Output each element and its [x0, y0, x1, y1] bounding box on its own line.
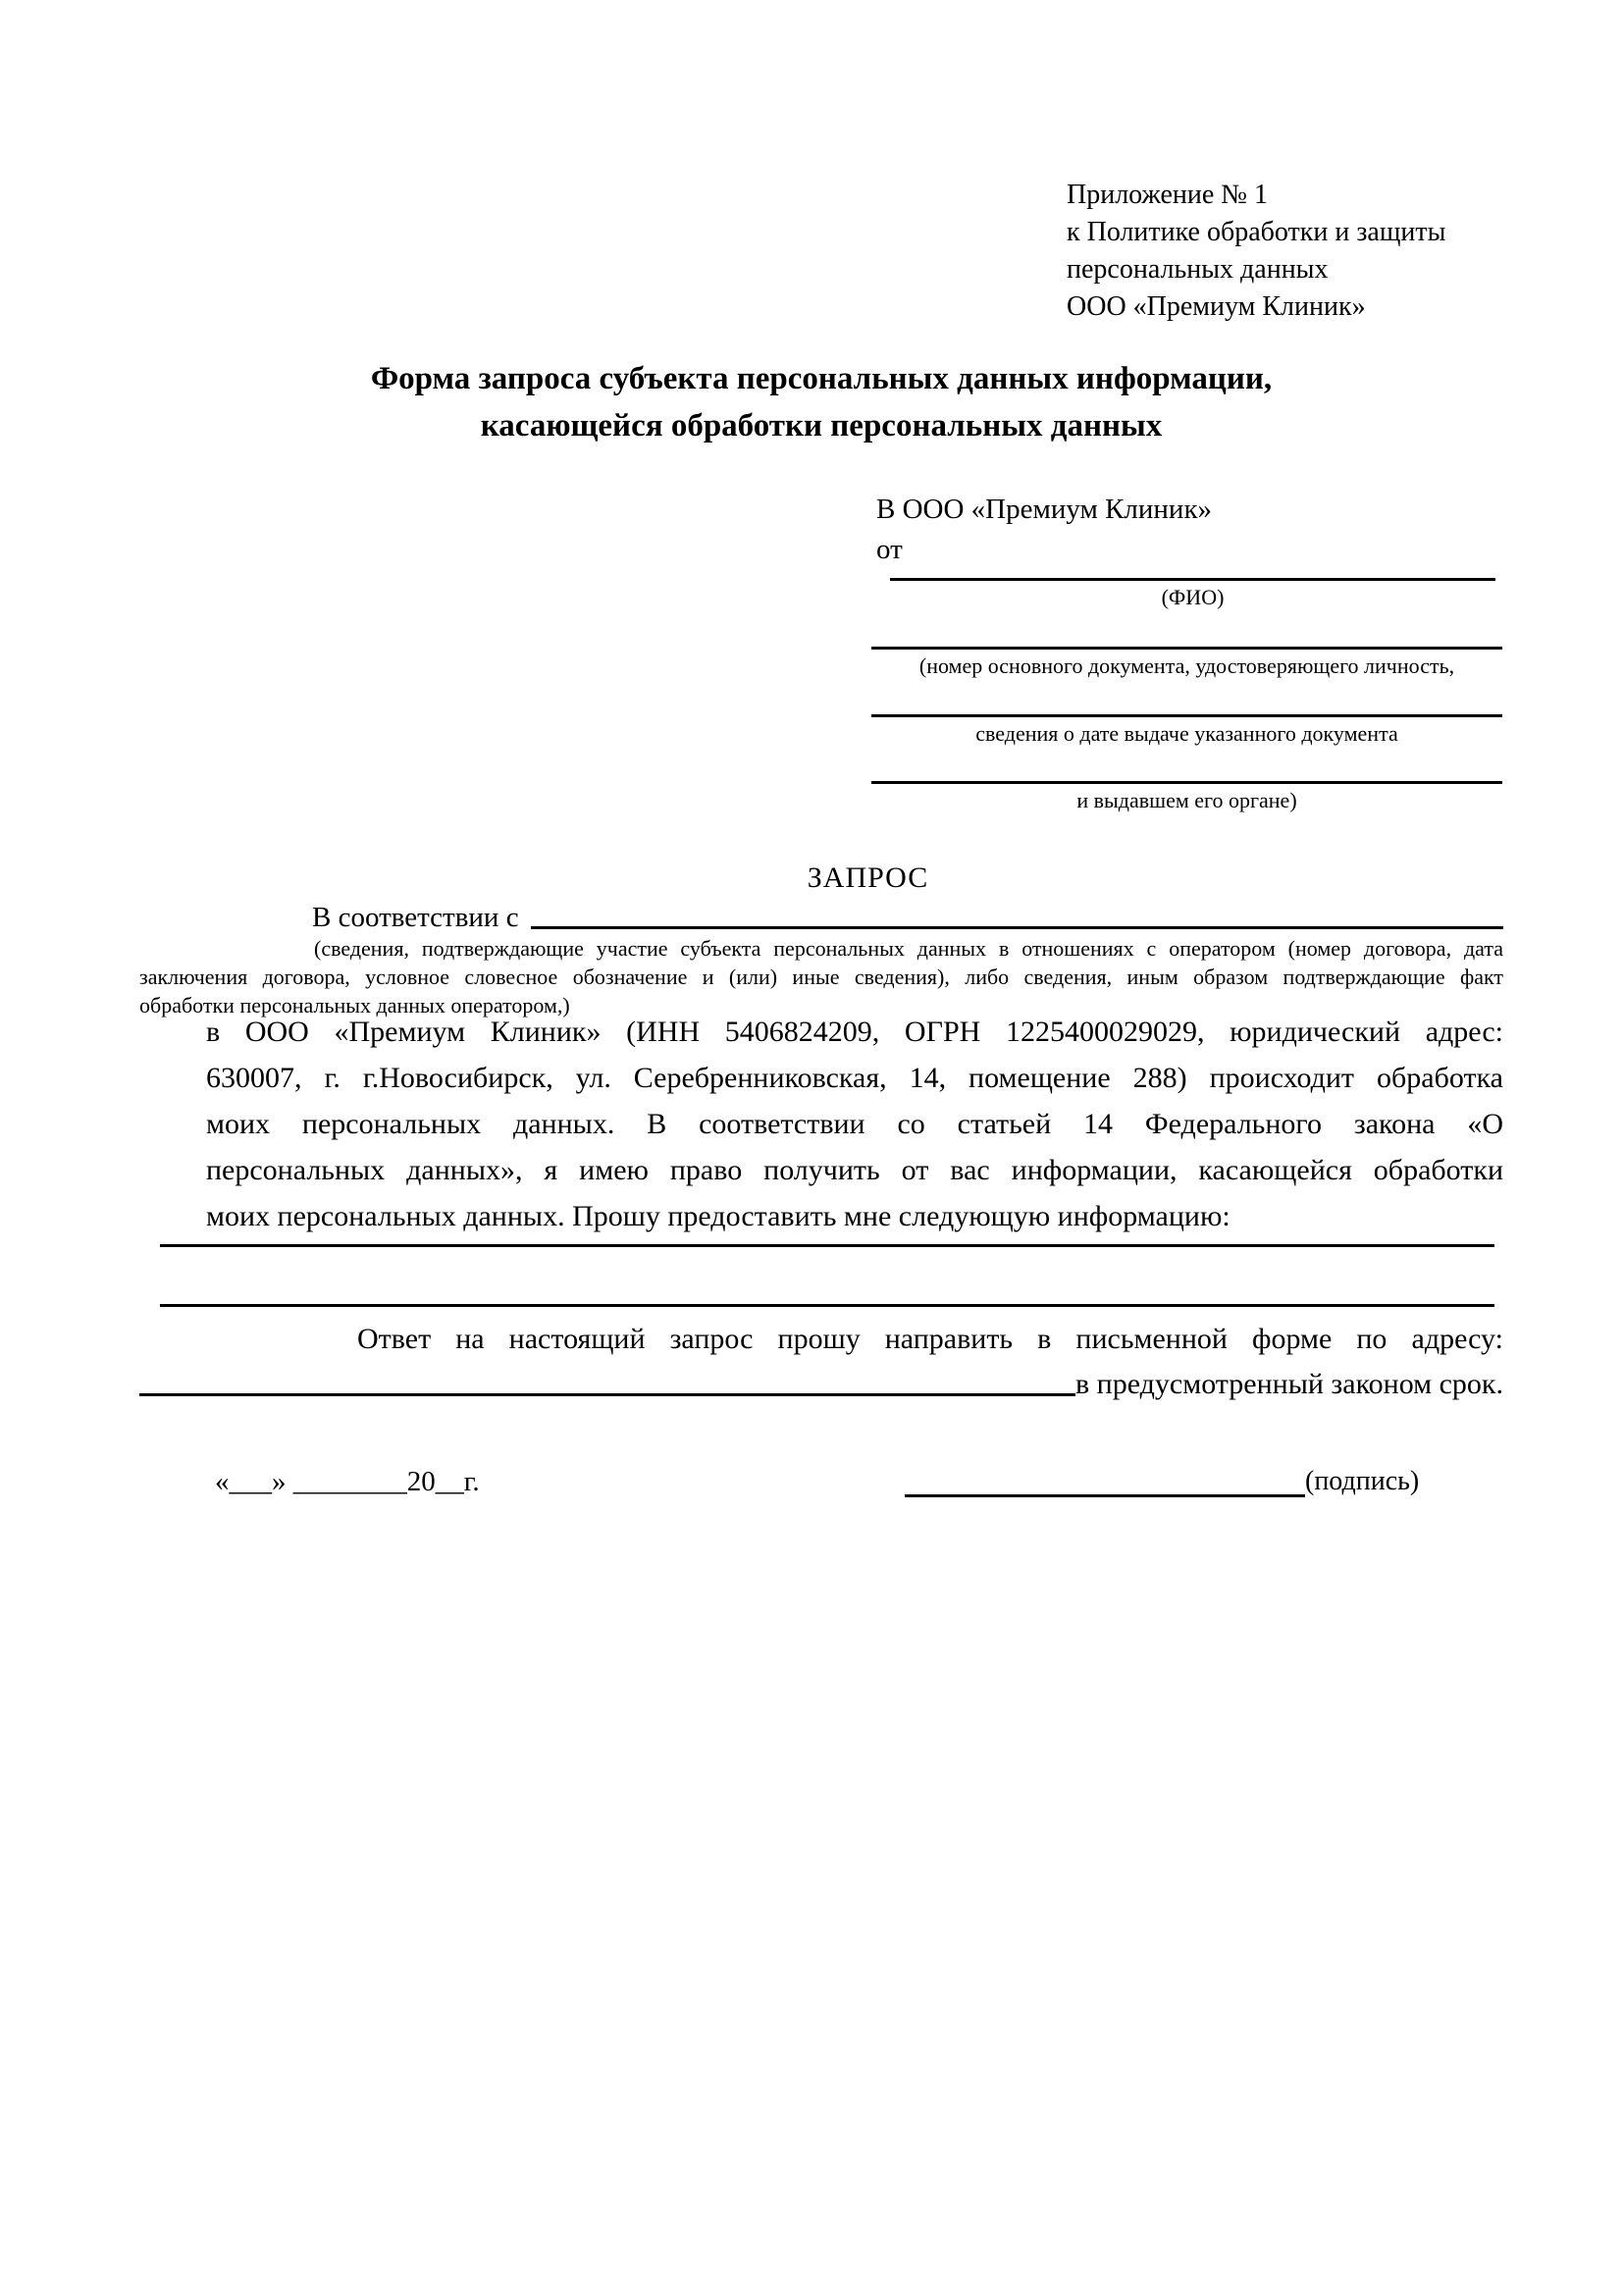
- address-blank-line: [139, 1393, 1075, 1396]
- appendix-header-line: ООО «Премиум Клиник»: [1067, 291, 1366, 322]
- intro-row: [139, 895, 1503, 934]
- addressee-from-label: от: [876, 534, 903, 565]
- intro-label: В соответствии с: [312, 902, 519, 933]
- information-blank-line-1: [160, 1244, 1494, 1247]
- signature-blank-line: [905, 1494, 1305, 1497]
- fio-caption: (ФИО): [1161, 585, 1225, 609]
- body-line: моих персональных данных. В соответствии со статьей 14 Федерального закона «О: [206, 1108, 1503, 1140]
- request-heading: ЗАПРОС: [807, 861, 929, 894]
- document-number-caption: (номер основного документа, удостоверяющего личность,: [918, 653, 1455, 678]
- information-blank-line-2: [160, 1304, 1494, 1307]
- agreement-blank-line: [531, 926, 1503, 929]
- appendix-header-line: к Политике обработки и защиты: [1067, 217, 1446, 247]
- request-body: [206, 1009, 1503, 1239]
- note-line: (сведения, подтверждающие участие субъекта персональных данных в отношениях с оператором (номер договора, дата: [314, 936, 1503, 961]
- note-line: обработки персональных данных оператором,): [139, 993, 570, 1018]
- issuing-authority-caption: и выдавшем его органе): [1076, 788, 1297, 812]
- body-line: моих персональных данных. Прошу предоставить мне следующую информацию:: [206, 1200, 1230, 1232]
- issue-date-caption: сведения о дате выдаче указанного документа: [975, 721, 1398, 746]
- form-title: [139, 355, 1503, 449]
- reply-deadline-text: в предусмотренный законом срок.: [1075, 1368, 1503, 1400]
- document-number-blank-line: [871, 647, 1502, 650]
- form-title-line-2: касающейся обработки персональных данных: [480, 408, 1163, 444]
- signature-caption: (подпись): [1305, 1466, 1420, 1496]
- appendix-header-line: персональных данных: [1067, 254, 1329, 285]
- body-line: в ООО «Премиум Клиник» (ИНН 5406824209, ОГРН 1225400029029, юридический адрес:: [206, 1016, 1503, 1048]
- issuing-authority-blank-line: [871, 781, 1502, 784]
- body-line: 630007, г. г.Новосибирск, ул. Серебренниковская, 14, помещение 288) происходит обработка: [206, 1062, 1503, 1094]
- form-title-line-1: Форма запроса субъекта персональных данных информации,: [370, 361, 1273, 396]
- appendix-header-line: Приложение № 1: [1067, 180, 1268, 210]
- small-print-note: [139, 934, 1503, 1019]
- note-line: заключения договора, условное словесное обозначение и (или) иные сведения), либо сведения, иным образом подтверждающие факт: [139, 965, 1503, 989]
- fio-blank-line: [890, 578, 1495, 581]
- reply-address-row: [139, 1362, 1503, 1401]
- reply-instruction-line: Ответ на настоящий запрос прошу направить в письменной форме по адресу:: [357, 1323, 1503, 1355]
- addressee-to: В ООО «Премиум Клиник»: [876, 494, 1213, 525]
- body-line: персональных данных», я имею право получить от вас информации, касающейся обработки: [206, 1154, 1503, 1186]
- date-blank: «___» ________20__г.: [215, 1466, 480, 1497]
- issue-date-blank-line: [871, 714, 1502, 717]
- appendix-header: [1067, 177, 1445, 326]
